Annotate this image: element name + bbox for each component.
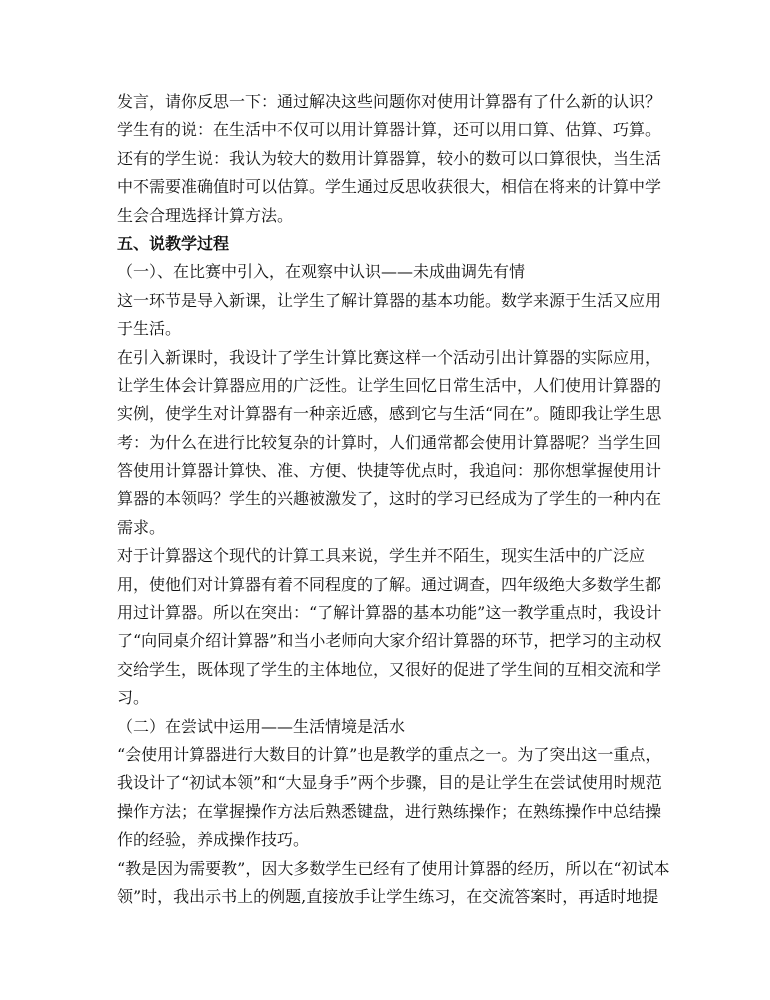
paragraph-line: 发言，请你反思一下：通过解决这些问题你对使用计算器有了什么新的认识？	[117, 92, 662, 111]
paragraph-line: 还有的学生说：我认为较大的数用计算器算，较小的数可以口算很快，当生活	[117, 148, 662, 168]
paragraph-line: （二）在尝试中运用——生活情境是活水	[117, 716, 406, 736]
paragraph-line: 这一环节是导入新课，让学生了解计算器的基本功能。数学来源于生活又应用	[117, 290, 662, 310]
document-body	[117, 88, 670, 911]
paragraph-line: 学生有的说：在生活中不仅可以用计算器计算，还可以用口算、估算、巧算。	[117, 120, 662, 140]
paragraph-line: 习。	[117, 688, 150, 708]
paragraph-line: 考：为什么在进行比较复杂的计算时，人们通常都会使用计算器呢？当学生回	[117, 432, 662, 452]
paragraph-line: 用过计算器。所以在突出：“了解计算器的基本功能”这一教学重点时，我设计	[117, 603, 662, 623]
paragraph-line: 让学生体会计算器应用的广泛性。让学生回忆日常生活中，人们使用计算器的	[117, 375, 662, 395]
paragraph-line: 需求。	[117, 517, 166, 537]
paragraph-line: 算器的本领吗？学生的兴趣被激发了，这时的学习已经成为了学生的一种内在	[117, 489, 662, 509]
paragraph-line: 我设计了“初试本领”和“大显身手”两个步骤，目的是让学生在尝试使用时规范	[117, 773, 662, 793]
paragraph-line: 领”时，我出示书上的例题,直接放手让学生练习，在交流答案时，再适时地提	[117, 886, 659, 906]
paragraph-line: 用，使他们对计算器有着不同程度的了解。通过调查，四年级绝大多数学生都	[117, 574, 662, 594]
paragraph-line: 在引入新课时，我设计了学生计算比赛这样一个活动引出计算器的实际应用，	[117, 347, 662, 367]
paragraph-line: 中不需要准确值时可以估算。学生通过反思收获很大，相信在将来的计算中学	[117, 177, 662, 197]
paragraph-line: 生会合理选择计算方法。	[117, 205, 294, 225]
paragraph-line: 实例，使学生对计算器有一种亲近感，感到它与生活“同在”。随即我让学生思	[117, 404, 662, 424]
section-heading: 五、说教学过程	[117, 233, 230, 253]
paragraph-line: 了“向同桌介绍计算器”和当小老师向大家介绍计算器的环节，把学习的主动权	[117, 631, 662, 651]
paragraph-line: 答使用计算器计算快、准、方便、快捷等优点时，我追问：那你想掌握使用计	[117, 461, 662, 481]
paragraph-line: （一）、在比赛中引入，在观察中认识——未成曲调先有情	[117, 262, 526, 282]
paragraph-line: “会使用计算器进行大数目的计算”也是教学的重点之一。为了突出这一重点，	[117, 744, 662, 764]
paragraph-line: 交给学生，既体现了学生的主体地位，又很好的促进了学生间的互相交流和学	[117, 659, 662, 679]
paragraph-line: “教是因为需要教”，因大多数学生已经有了使用计算器的经历，所以在“初试本	[117, 858, 670, 878]
paragraph-line: 于生活。	[117, 319, 182, 339]
paragraph-line: 作的经验，养成操作技巧。	[117, 830, 310, 850]
paragraph-line: 操作方法；在掌握操作方法后熟悉键盘，进行熟练操作；在熟练操作中总结操	[117, 801, 662, 821]
paragraph-line: 对于计算器这个现代的计算工具来说，学生并不陌生，现实生活中的广泛应	[117, 546, 646, 566]
